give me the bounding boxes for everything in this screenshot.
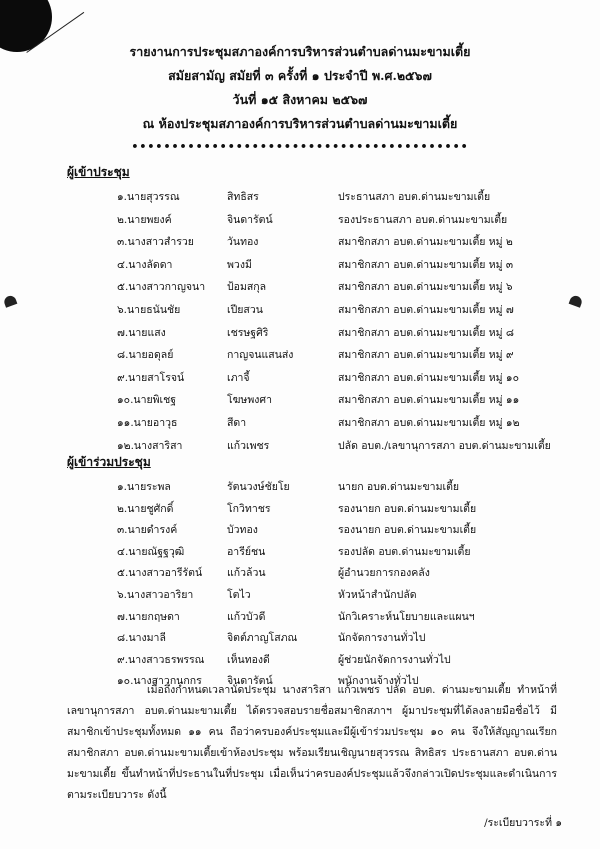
member-position: สมาชิกสภา อบต.ด่านมะขามเตี้ย หมู่ ๙ [338,349,514,362]
attendees-row [0,324,600,344]
member-name: ๕.นางสาวกาญจนา [117,281,206,294]
member-surname: สีดา [227,417,247,429]
member-name: ๒.นายชูศักดิ์ [117,502,174,515]
attendees-row [0,391,600,411]
member-position: ผู้ช่วยนักจัดการงานทั่วไป [338,653,451,666]
member-name: ๑๐.นายพิเชฐ [117,394,177,407]
member-name: ๑๐.นางสาวกนกกร [117,675,202,688]
member-surname: แก้วบัวดี [227,610,266,623]
attendees-row [0,346,600,366]
participants-row [0,543,600,563]
member-name: ๔.นางลัดดา [117,258,173,271]
member-surname: โตไว [227,589,251,601]
member-name: ๑๑.นายอาวุธ [117,417,178,429]
member-position: ผู้อำนวยการกองคลัง [338,567,430,580]
opening-paragraph [67,680,557,806]
member-name: ๗.นายกฤษดา [117,610,180,623]
member-surname: จินดารัตน์ [227,213,273,226]
member-surname: กาญจนแสนส่ง [227,349,294,362]
member-name: ๑.นายสุวรรณ [117,191,180,203]
member-position: สมาชิกสภา อบต.ด่านมะขามเตี้ย หมู่ ๑๑ [338,394,520,407]
member-surname: บัวทอง [227,524,258,537]
member-position: สมาชิกสภา อบต.ด่านมะขามเตี้ย หมู่ ๓ [338,258,514,271]
member-position: พนักงานจ้างทั่วไป [338,675,419,688]
member-position: สมาชิกสภา อบต.ด่านมะขามเตี้ย หมู่ ๘ [338,326,515,339]
member-surname: ป้อมสกุล [227,281,267,294]
attendees-row [0,188,600,208]
participants-row [0,564,600,584]
participants-row [0,586,600,606]
member-position: สมาชิกสภา อบต.ด่านมะขามเตี้ย หมู่ ๖ [338,281,513,294]
participants-row [0,651,600,671]
header-title: รายงานการประชุมสภาองค์การบริหารส่วนตำบลด่านมะขามเตี้ย [129,44,471,59]
attendees-row [0,369,600,389]
member-surname: เปียสวน [227,304,263,316]
document-header [0,40,600,136]
member-surname: จินดารัตน์ [227,675,273,688]
member-surname: อารีย์ชน [227,545,266,558]
member-name: ๑๒.นางสาริสา [117,439,183,452]
attendees-row [0,301,600,321]
attendees-title: ผู้เข้าประชุม [67,165,130,179]
member-position: ปลัด อบต./เลขานุการสภา อบต.ด่านมะขามเตี้ย [338,439,551,452]
member-position: หัวหน้าสำนักปลัด [338,589,417,601]
attendees-row [0,211,600,231]
attendees-row [0,414,600,434]
member-name: ๑.นายระพล [117,481,171,493]
member-surname: รัตนวงษ์ชัยโย [227,481,290,493]
member-name: ๓.นางสาวสำรวย [117,236,194,249]
member-name: ๖.นางสาวอาริยา [117,589,194,601]
member-surname: จิตต์ภาญโสภณ [227,632,298,645]
member-surname: เห็นทองดี [227,653,270,666]
member-name: ๔.นายณัฐฐวุฒิ [117,545,185,558]
opening-paragraph-text: เมื่อถึงกำหนดเวลานัดประชุม นางสาริสา แก้วเพชร ปลัด อบต. ด่านมะขามเตี้ย ทำหน้าที่เลขานุการสภา อบต.ด่านมะขามเตี้ย ได้ตรวจสอบรายชื่อสมาชิกสภาฯ ผู้มาประชุมที่ได้ลงลายมือชื่อไว้ มีสมาชิกเข้าประชุมทั้งหมด ๑๑ คน ถือว่าครบองค์ประชุมและมีผู้เข้าร่วมประชุม ๑๐ คน จึงให้สัญญาณเรียกสมาชิกสภา อบต.ด่านมะขามเตี้ยเข้าห้องประชุม พร้อมเรียนเชิญนายสุวรรณ สิทธิสร ประธานสภา อบต.ด่านมะขามเตี้ย ขึ้นทำหน้าที่ประธานในที่ประชุม เมื่อเห็นว่าครบองค์ประชุมแล้วจึงกล่าวเปิดประชุมและดำเนินการตามระเบียบวาระ ดังนี้ [67,684,557,801]
header-location: ณ ห้องประชุมสภาองค์การบริหารส่วนตำบลด่านมะขามเตี้ย [142,116,458,131]
member-name: ๖.นายธนันชัย [117,304,181,316]
member-surname: พวงมี [227,258,252,271]
member-position: นายก อบต.ด่านมะขามเตี้ย [338,481,460,493]
attendees-row [0,278,600,298]
member-position: สมาชิกสภา อบต.ด่านมะขามเตี้ย หมู่ ๗ [338,304,514,316]
member-surname: เชรษฐศิริ [227,326,269,339]
member-position: รองนายก อบต.ด่านมะขามเตี้ย [338,502,477,515]
header-session: สมัยสามัญ สมัยที่ ๓ ครั้งที่ ๑ ประจำปี พ.ศ.๒๕๖๗ [168,68,432,83]
participants-row [0,521,600,541]
member-name: ๙.นายสาโรจน์ [117,371,185,384]
member-position: สมาชิกสภา อบต.ด่านมะขามเตี้ย หมู่ ๑๒ [338,417,520,429]
member-position: รองนายก อบต.ด่านมะขามเตี้ย [338,524,477,537]
participants-row [0,478,600,498]
member-surname: วันทอง [227,236,259,249]
header-divider: •••••••••••••••••••••••••••••••••••••••••• [131,140,469,153]
member-position: ประธานสภา อบต.ด่านมะขามเตี้ย [338,191,491,203]
member-position: สมาชิกสภา อบต.ด่านมะขามเตี้ย หมู่ ๑๐ [338,371,520,384]
member-position: นักวิเคราะห์นโยบายและแผนฯ [338,610,475,623]
member-surname: โฆษพงศา [227,394,272,407]
member-name: ๓.นายดำรงค์ [117,524,178,537]
attendees-row [0,233,600,253]
participants-row [0,608,600,628]
member-name: ๙.นางสาวธรพรรณ [117,653,205,666]
header-date: วันที่ ๑๕ สิงหาคม ๒๕๖๗ [232,92,368,107]
member-surname: แก้วล้วน [227,567,266,580]
member-name: ๘.นายอดุลย์ [117,349,174,362]
member-name: ๒.นายพยงค์ [117,213,172,226]
member-surname: แก้วเพชร [227,439,270,452]
participants-title: ผู้เข้าร่วมประชุม [67,455,151,469]
next-page-note: /ระเบียบวาระที่ ๑ [484,817,562,829]
member-surname: โกวิทาชร [227,502,271,515]
member-surname: เภาจี้ [227,371,250,384]
member-position: สมาชิกสภา อบต.ด่านมะขามเตี้ย หมู่ ๒ [338,236,513,249]
member-position: นักจัดการงานทั่วไป [338,632,426,645]
member-position: รองประธานสภา อบต.ด่านมะขามเตี้ย [338,213,508,226]
member-name: ๘.นางมาลี [117,632,166,645]
member-name: ๗.นายแสง [117,326,166,339]
member-position: รองปลัด อบต.ด่านมะขามเตี้ย [338,545,471,558]
participants-row [0,629,600,649]
member-name: ๕.นางสาวอารีรัตน์ [117,567,203,580]
attendees-row [0,256,600,276]
member-surname: สิทธิสร [227,191,259,203]
participants-row [0,500,600,520]
